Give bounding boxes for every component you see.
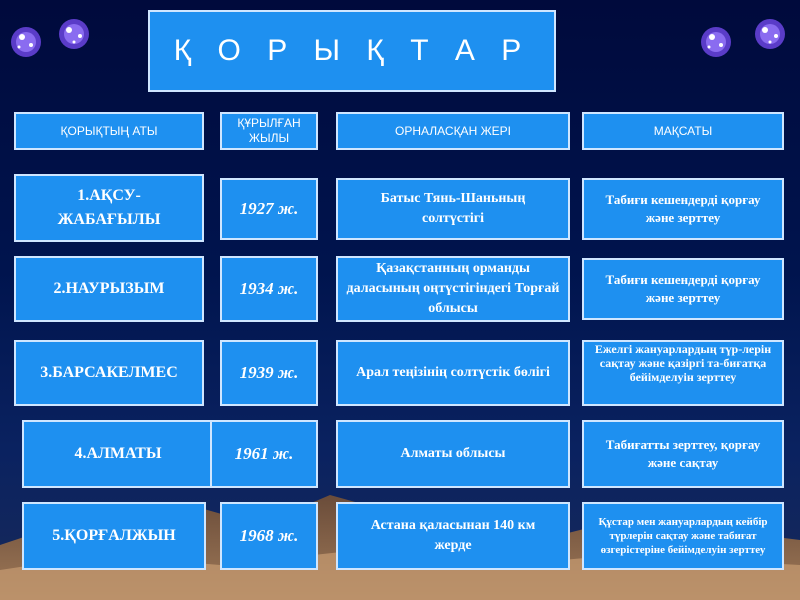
sparkle-ornament-icon xyxy=(56,16,92,52)
sparkle-ornament-icon xyxy=(8,24,44,60)
reserve-year-2: 1934 ж. xyxy=(220,256,318,322)
reserve-name-3: 3.БАРСАКЕЛМЕС xyxy=(14,340,204,406)
reserve-year-1: 1927 ж. xyxy=(220,178,318,240)
reserve-place-1: Батыс Тянь-Шаньның солтүстігі xyxy=(336,178,570,240)
reserve-goal-3: Ежелгі жануарлардың түр-лерін сақтау және қазіргі та-биғатқа бейімделуін зерттеу xyxy=(582,340,784,406)
sparkle-ornament-icon xyxy=(752,16,788,52)
header-year: ҚҰРЫЛҒАН ЖЫЛЫ xyxy=(220,112,318,150)
reserve-place-3: Арал теңізінің солтүстік бөлігі xyxy=(336,340,570,406)
reserve-goal-2: Табиғи кешендерді қорғау және зерттеу xyxy=(582,258,784,320)
reserve-place-5: Астана қаласынан 140 км жерде xyxy=(336,502,570,570)
page-title: Қ О Р Ы Қ Т А Р xyxy=(148,10,556,92)
reserve-name-1: 1.АҚСУ-ЖАБАҒЫЛЫ xyxy=(14,174,204,242)
reserve-place-4: Алматы облысы xyxy=(336,420,570,488)
reserve-place-2: Қазақстанның орманды даласының оңтүстігіндегі Торғай облысы xyxy=(336,256,570,322)
reserve-name-2: 2.НАУРЫЗЫМ xyxy=(14,256,204,322)
header-goal: МАҚСАТЫ xyxy=(582,112,784,150)
reserve-year-3: 1939 ж. xyxy=(220,340,318,406)
header-place: ОРНАЛАСҚАН ЖЕРІ xyxy=(336,112,570,150)
reserve-goal-1: Табиғи кешендерді қорғау және зерттеу xyxy=(582,178,784,240)
reserve-name-4: 4.АЛМАТЫ xyxy=(22,420,214,488)
reserve-year-5: 1968 ж. xyxy=(220,502,318,570)
reserve-year-4: 1961 ж. xyxy=(210,420,318,488)
reserve-goal-5: Құстар мен жануарлардың кейбір түрлерін сақтау және табиғат өзгерістеріне бейімделуін зерттеу xyxy=(582,502,784,570)
reserve-name-5: 5.ҚОРҒАЛЖЫН xyxy=(22,502,206,570)
sparkle-ornament-icon xyxy=(698,24,734,60)
reserve-goal-4: Табиғатты зерттеу, қорғау және сақтау xyxy=(582,420,784,488)
header-name: ҚОРЫҚТЫҢ АТЫ xyxy=(14,112,204,150)
